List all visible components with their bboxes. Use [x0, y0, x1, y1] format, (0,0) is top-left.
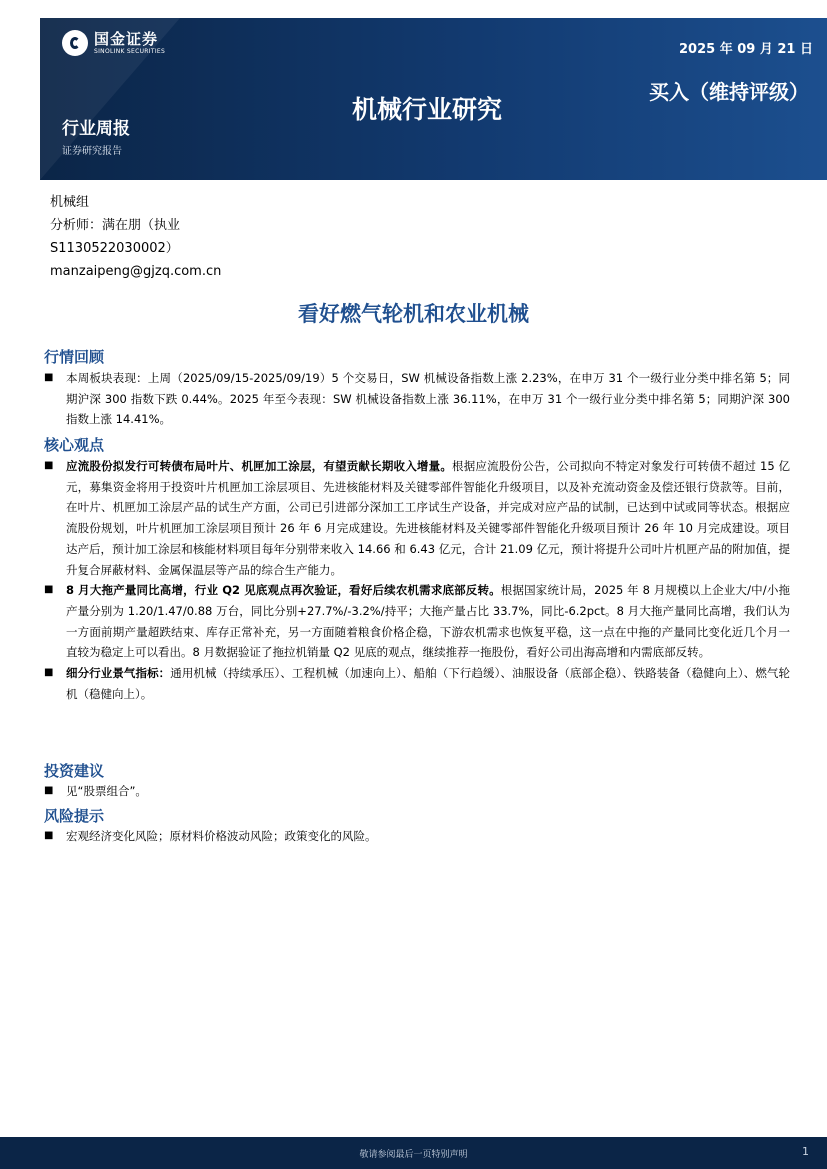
page-number: 1 [802, 1145, 809, 1158]
analyst-info [50, 191, 221, 283]
analyst-license: S1130522030002） [50, 241, 179, 256]
page-footer [0, 1137, 827, 1169]
core-item-2-bold: 8 月大拖产量同比高增，行业 Q2 见底观点再次验证，看好后续农机需求底部反转。 [66, 583, 501, 598]
advice-block [44, 781, 790, 802]
core-item-1-text: 根据应流股份公告，公司拟向不特定对象发行可转债不超过 15 亿元，募集资金将用于投资叶片机匣加工涂层项目、先进核能材料及关键零部件智能化升级项目，以及补充流动资金及偿还银行贷款等。目前，在叶片、机匣加工涂层产品的试生产方面，公司已引进部分深加工工序试生产设备，并完成对应产品的试制，已达到中试或同等状态。根据应流股份规划，叶片机匣加工涂层项目预计 26 年 6 月完成建设。先进核能材料及关键零部件智能化升级项目预计 26 年 10 月完成建设。项目达产后，预计加工涂层和核能材料项目每年分别带来收入 14.66 和 6.43 亿元，合计 21.09 亿元，预计将提升公司叶片机匣产品的附加值，提升复合屏蔽材料、金属保温层等产品的综合生产能力。 [66, 459, 790, 577]
list-item [44, 456, 790, 580]
company-logo [62, 30, 165, 56]
report-subtitle: 证券研究报告 [62, 146, 122, 157]
list-item [44, 781, 790, 802]
advice-text: 见“股票组合”。 [66, 784, 147, 798]
logo-cn: 国金证券 [94, 29, 159, 48]
section-heading-core: 核心观点 [44, 436, 105, 454]
core-block [44, 456, 790, 704]
industry-title: 机械行业研究 [352, 95, 503, 124]
bullet-square-icon: ■ [44, 584, 54, 596]
list-item [44, 368, 790, 430]
risk-text: 宏观经济变化风险；原材料价格波动风险；政策变化的风险。 [66, 829, 377, 843]
bullet-square-icon: ■ [44, 667, 54, 679]
logo-en: SINOLINK SECURITIES [94, 47, 166, 55]
risk-block [44, 826, 790, 847]
core-item-2-text: 根据国家统计局，2025 年 8 月规模以上企业大/中/小拖产量分别为 1.20/1.47/0.88 万台，同比分别+27.7%/-3.2%/持平；大拖产量占比 33.7%，同比-6.2pct。8 月大拖产量同比高增，我们认为一方面前期产量超跌结束、库存正常补充，另一方面随着粮食价格企稳，下游农机需求也恢复平稳，这一点在中拖的产量同比变化近几个月一直较为稳定上可以看出。8 月数据验证了拖拉机销量 Q2 见底的观点，继续推荐一拖股份，看好公司出海高增和内需底部反转。 [66, 583, 790, 660]
analyst-group: 机械组 [50, 195, 90, 210]
review-block [44, 368, 790, 430]
report-date: 2025 年 09 月 21 日 [679, 42, 813, 57]
review-text: 本周板块表现：上周（2025/09/15-2025/09/19）5 个交易日，SW 机械设备指数上涨 2.23%，在申万 31 个一级行业分类中排名第 5；同期沪深 300 指数下跌 0.44%。2025 年至今表现：SW 机械设备指数上涨 36.11%，在申万 31 个一级行业分类中排名第 5；同期沪深 300 指数上涨 14.41%。 [66, 371, 790, 427]
section-heading-advice: 投资建议 [44, 762, 105, 780]
bullet-square-icon: ■ [44, 372, 54, 383]
section-heading-risk: 风险提示 [44, 807, 105, 825]
core-item-3-text: 通用机械（持续承压）、工程机械（加速向上）、船舶（下行趋缓）、油服设备（底部企稳）、铁路装备（稳健向上）、燃气轮机（稳健向上）。 [66, 666, 791, 701]
section-heading-review: 行情回顾 [44, 348, 105, 366]
logo-icon [62, 30, 88, 56]
header-banner [40, 18, 827, 180]
report-type: 行业周报 [62, 119, 130, 139]
list-item [44, 580, 790, 663]
bullet-square-icon: ■ [44, 785, 54, 796]
core-item-1-bold: 应流股份拟发行可转债布局叶片、机匣加工涂层，有望贡献长期收入增量。 [66, 459, 453, 473]
analyst-email[interactable]: manzaipeng@gjzq.com.cn [50, 264, 222, 279]
rating: 买入（维持评级） [649, 80, 809, 104]
list-item [44, 826, 790, 847]
bullet-square-icon: ■ [44, 830, 54, 841]
page-title: 看好燃气轮机和农业机械 [298, 302, 529, 326]
bullet-square-icon: ■ [44, 460, 54, 471]
core-item-3-bold: 细分行业景气指标： [66, 666, 171, 681]
analyst-name: 分析师：满在朋（执业 [50, 218, 181, 233]
footer-disclaimer: 敬请参阅最后一页特别声明 [359, 1150, 468, 1160]
list-item [44, 663, 790, 704]
